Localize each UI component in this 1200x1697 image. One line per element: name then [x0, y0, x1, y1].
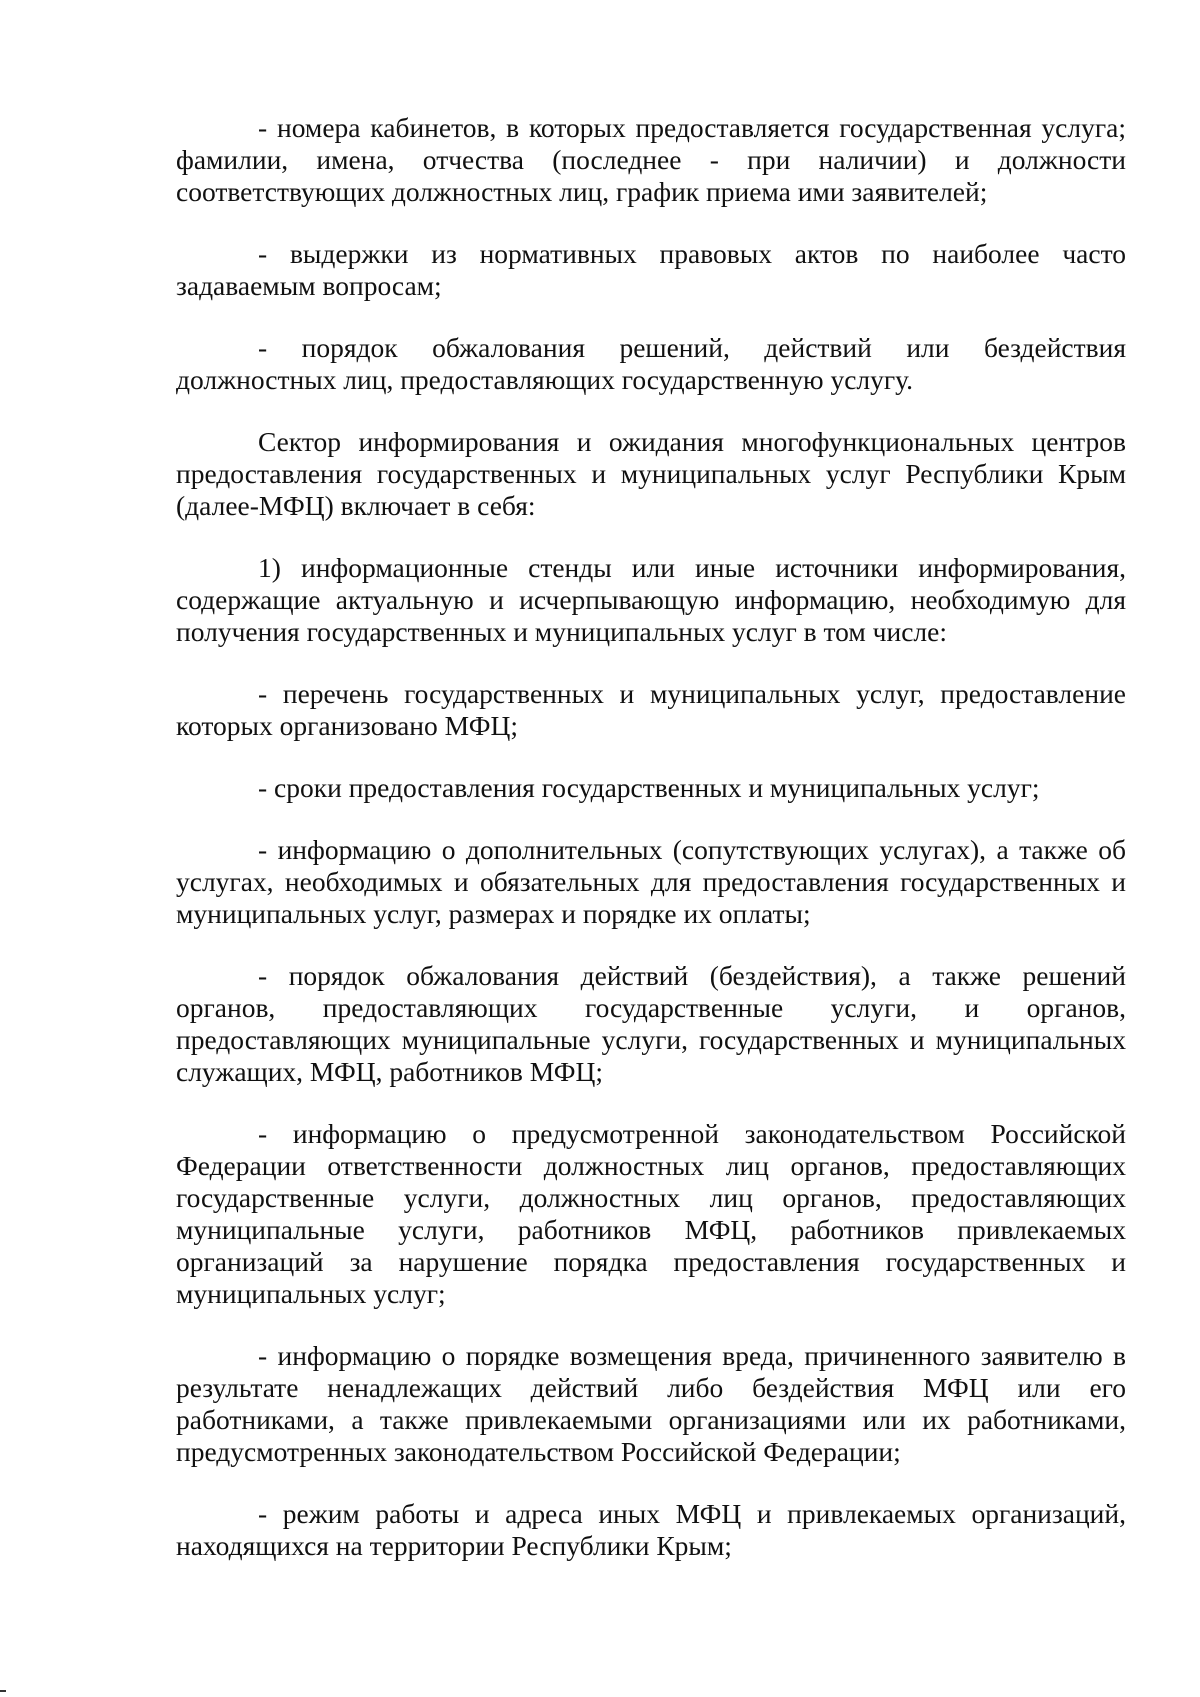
paragraph-regulatory-extracts: - выдержки из нормативных правовых актов по наиболее часто задаваемым вопросам; — [176, 238, 1126, 301]
paragraph-appeal-procedure: - порядок обжалования решений, действий или бездействия должностных лиц, предоставляющих государственную услугу. — [176, 332, 1126, 395]
paragraph-information-sector: Сектор информирования и ожидания многофункциональных центров предоставления государственных и муниципальных услуг Республики Крым (далее-МФЦ) включает в себя: — [176, 426, 1126, 521]
document-body — [176, 112, 1126, 1562]
paragraph-information-stands: 1) информационные стенды или иные источники информирования, содержащие актуальную и исчерпывающую информацию, необходимую для получения государственных и муниципальных услуг в том числе: — [176, 552, 1126, 647]
paragraph-additional-services: - информацию о дополнительных (сопутствующих услугах), а также об услугах, необходимых и обязательных для предоставления государственных и муниципальных услуг, размерах и порядке их оплаты; — [176, 834, 1126, 929]
scan-margin-mark — [0, 1690, 6, 1692]
paragraph-service-terms: - сроки предоставления государственных и муниципальных услуг; — [258, 772, 1040, 803]
paragraph-cabinet-numbers: - номера кабинетов, в которых предоставляется государственная услуга; фамилии, имена, отчества (последнее - при наличии) и должности соответствующих должностных лиц, график приема ими заявителей; — [176, 112, 1126, 207]
paragraph-services-list: - перечень государственных и муниципальных услуг, предоставление которых организовано МФЦ; — [176, 678, 1126, 741]
paragraph-liability-information: - информацию о предусмотренной законодательством Российской Федерации ответственности должностных лиц органов, предоставляющих государственные услуги, должностных лиц органов, предоставляющих муниципальные услуги, работников МФЦ, работников привлекаемых организаций за нарушение порядка предоставления государственных и муниципальных услуг; — [176, 1118, 1126, 1309]
paragraph-damage-compensation: - информацию о порядке возмещения вреда, причиненного заявителю в результате ненадлежащих действий либо бездействия МФЦ или его работниками, а также привлекаемыми организациями или их работниками, предусмотренных законодательством Российской Федерации; — [176, 1340, 1126, 1467]
paragraph-appeal-actions: - порядок обжалования действий (бездействия), а также решений органов, предоставляющих государственные услуги, и органов, предоставляющих муниципальные услуги, государственных и муниципальных служащих, МФЦ, работников МФЦ; — [176, 960, 1126, 1087]
paragraph-working-hours: - режим работы и адреса иных МФЦ и привлекаемых организаций, находящихся на территории Республики Крым; — [176, 1498, 1126, 1561]
